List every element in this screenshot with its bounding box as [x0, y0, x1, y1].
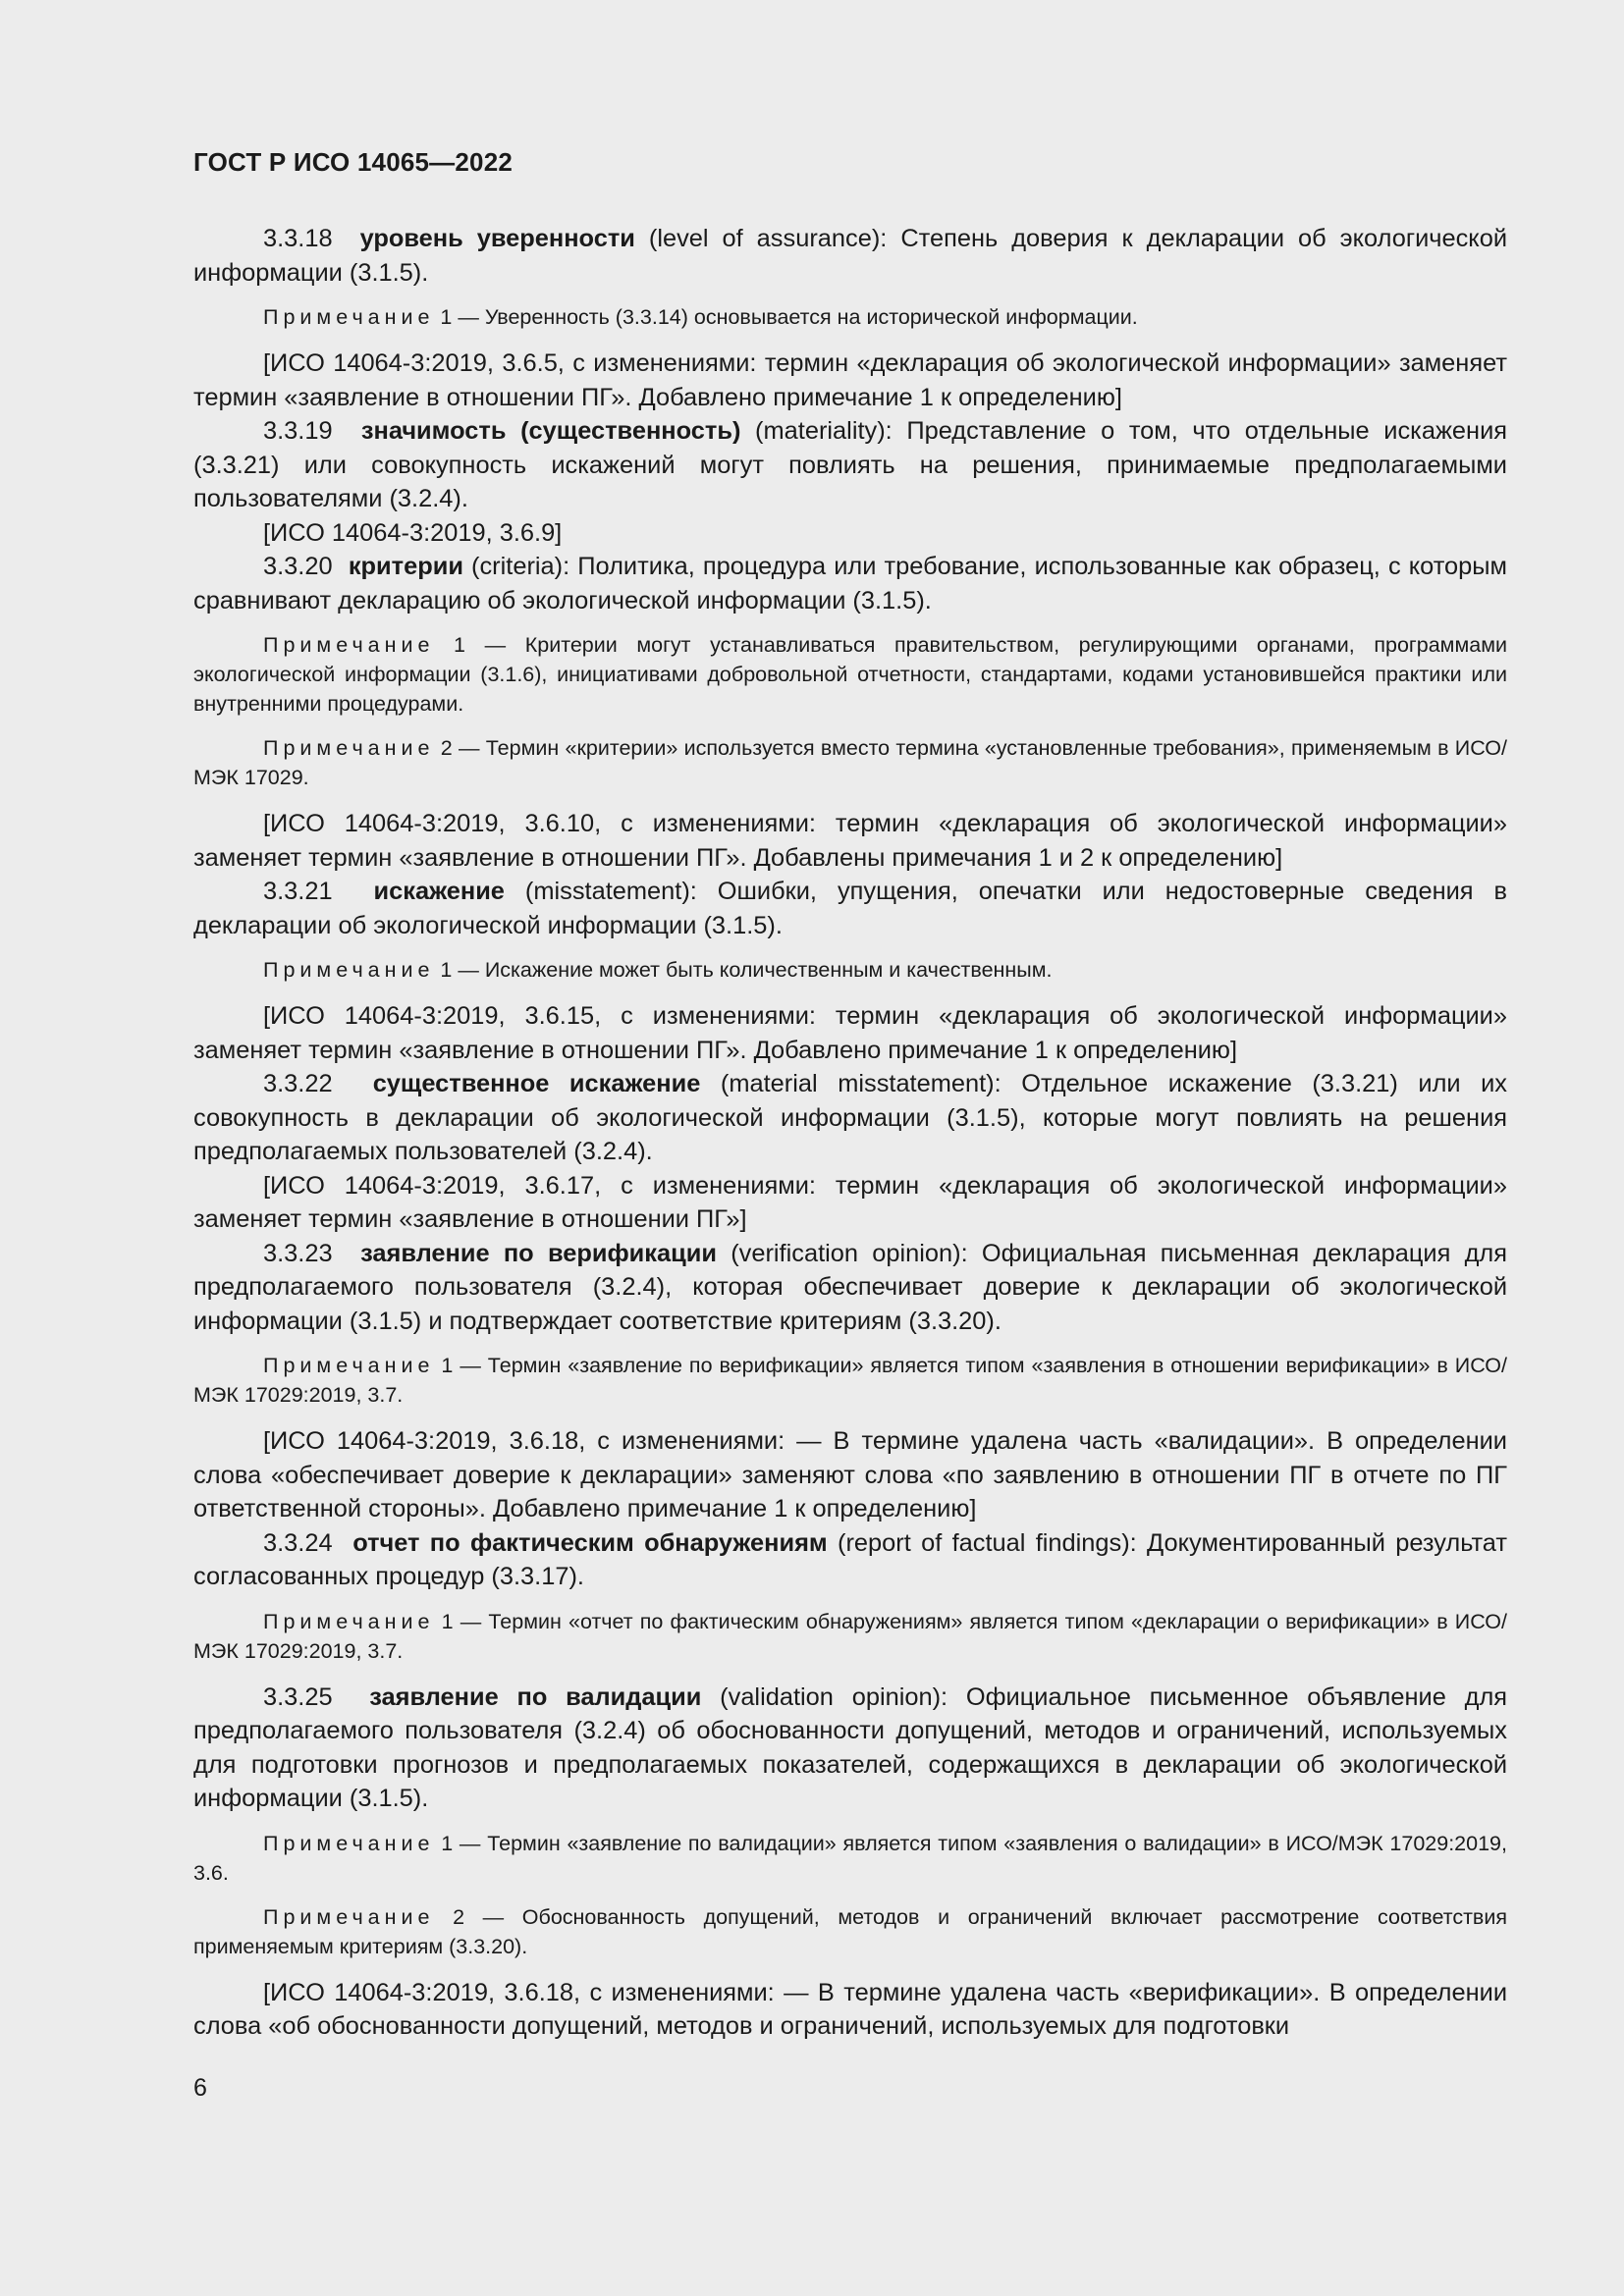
source-reference: [ИСО 14064-3:2019, 3.6.15, с изменениями: термин «декларация об экологической информации» заменяет термин «заявление в отношении ПГ». Добавлено примечание 1 к определению]	[193, 1002, 1507, 1064]
note-text: 1 — Искажение может быть количественным и качественным.	[434, 958, 1053, 982]
term-name: критерии	[348, 553, 463, 580]
term-name: существенное искажение	[372, 1070, 701, 1097]
definition-paragraph	[193, 414, 1507, 516]
note-paragraph	[193, 733, 1507, 792]
term-number: 3.3.20	[263, 553, 333, 580]
note-text: 1 — Термин «отчет по фактическим обнаружениям» является типом «декларации о верификации» в ИСО/МЭК 17029:2019, 3.7.	[193, 1609, 1507, 1663]
note-label: Примечание	[263, 633, 435, 657]
note-text: 2 — Термин «критерии» используется вместо термина «установленные требования», применяемым в ИСО/МЭК 17029.	[193, 736, 1507, 789]
term-definition: (material misstatement): Отдельное искажение (3.3.21) или их совокупность в декларации об экологической информации (3.1.5), которые могут повлиять на решения предполагаемых пользователей (3.2.4).	[193, 1070, 1507, 1165]
term-number: 3.3.21	[263, 878, 333, 905]
term-name: значимость (существенность)	[360, 417, 741, 445]
definition-paragraph	[193, 222, 1507, 290]
term-definition: (report of factual findings): Документированный результат согласованных процедур (3.3.17).	[193, 1528, 1507, 1590]
source-reference: [ИСО 14064-3:2019, 3.6.18, с изменениями: — В термине удалена часть «валидации». В определении слова «обеспечивает доверие к декларации» заменяют слова «по заявлению в отношении ПГ в отчете по ПГ ответственной стороны». Добавлено примечание 1 к определению]	[193, 1427, 1507, 1522]
note-paragraph	[193, 1902, 1507, 1961]
source-reference: [ИСО 14064-3:2019, 3.6.10, с изменениями: термин «декларация об экологической информации» заменяет термин «заявление в отношении ПГ». Добавлены примечания 1 и 2 к определению]	[193, 810, 1507, 872]
term-definition: (validation opinion): Официальное письменное объявление для предполагаемого пользователя (3.2.4) об обоснованности допущений, методов и ограничений, используемых для подготовки прогнозов и предполагаемых показателей, содержащихся в декларации об экологической информации (3.1.5).	[193, 1682, 1508, 1812]
definition-paragraph	[193, 1681, 1507, 1816]
document-body	[193, 222, 1507, 2044]
note-label: Примечание	[263, 1609, 435, 1633]
note-paragraph	[193, 1351, 1507, 1410]
note-label: Примечание	[263, 1831, 435, 1855]
note-label: Примечание	[263, 1354, 435, 1377]
note-text: 1 — Уверенность (3.3.14) основывается на исторической информации.	[434, 305, 1138, 329]
definition-paragraph	[193, 1237, 1507, 1339]
definition-paragraph	[193, 1526, 1507, 1594]
term-number: 3.3.22	[263, 1070, 333, 1097]
document-header: ГОСТ Р ИСО 14065—2022	[193, 147, 514, 177]
term-definition: (criteria): Политика, процедура или требование, использованные как образец, с которым сравнивают декларацию об экологической информации (3.1.5).	[193, 553, 1507, 614]
note-paragraph	[193, 1829, 1507, 1888]
note-label: Примечание	[263, 736, 435, 760]
source-reference: [ИСО 14064-3:2019, 3.6.5, с изменениями: термин «декларация об экологической информации» заменяет термин «заявление в отношении ПГ». Добавлено примечание 1 к определению]	[193, 349, 1507, 411]
definition-paragraph	[193, 550, 1507, 617]
source-reference: [ИСО 14064-3:2019, 3.6.17, с изменениями: термин «декларация об экологической информации» заменяет термин «заявление в отношении ПГ»]	[193, 1171, 1507, 1233]
term-name: заявление по верификации	[360, 1239, 717, 1267]
note-paragraph	[193, 302, 1507, 332]
note-text: 1 — Термин «заявление по верификации» является типом «заявления в отношении верификации» в ИСО/МЭК 17029:2019, 3.7.	[193, 1354, 1507, 1407]
term-number: 3.3.19	[263, 417, 333, 445]
note-text: 1 — Термин «заявление по валидации» является типом «заявления о валидации» в ИСО/МЭК 17029:2019, 3.6.	[193, 1831, 1507, 1885]
term-number: 3.3.18	[263, 225, 333, 252]
term-definition: (misstatement): Ошибки, упущения, опечатки или недостоверные сведения в декларации об экологической информации (3.1.5).	[193, 878, 1507, 939]
term-name: заявление по валидации	[369, 1682, 702, 1711]
term-name: уровень уверенности	[359, 225, 635, 252]
term-definition: (verification opinion): Официальная письменная декларация для предполагаемого пользователя (3.2.4), которая обеспечивает доверие к декларации об экологической информации (3.1.5) и подтверждает соответствие критериям (3.3.20).	[193, 1239, 1507, 1335]
note-label: Примечание	[263, 958, 435, 982]
note-label: Примечание	[263, 305, 435, 329]
note-label: Примечание	[263, 1904, 435, 1929]
note-text: 2 — Обоснованность допущений, методов и ограничений включает рассмотрение соответствия применяемым критериям (3.3.20).	[193, 1904, 1507, 1958]
term-number: 3.3.25	[263, 1682, 333, 1711]
note-paragraph	[193, 1607, 1507, 1666]
source-reference: [ИСО 14064-3:2019, 3.6.9]	[263, 518, 563, 547]
term-name: искажение	[373, 878, 505, 905]
source-reference: [ИСО 14064-3:2019, 3.6.18, с изменениями: — В термине удалена часть «верификации». В определении слова «об обоснованности допущений, методов и ограничений, используемых для подготовки	[193, 1978, 1507, 2040]
definition-paragraph	[193, 1067, 1507, 1169]
term-number: 3.3.24	[263, 1528, 333, 1557]
term-number: 3.3.23	[263, 1239, 333, 1267]
note-paragraph	[193, 955, 1507, 985]
note-text: 1 — Критерии могут устанавливаться правительством, регулирующими органами, программами экологической информации (3.1.6), инициативами добровольной отчетности, стандартами, кодами установившейся практики или внутренними процедурами.	[193, 633, 1507, 716]
note-paragraph	[193, 630, 1507, 719]
term-name: отчет по фактическим обнаружениям	[352, 1528, 828, 1557]
definition-paragraph	[193, 875, 1507, 942]
page-number: 6	[193, 2074, 207, 2102]
term-definition: (materiality): Представление о том, что отдельные искажения (3.3.21) или совокупность искажений могут повлиять на решения, принимаемые предполагаемыми пользователями (3.2.4).	[193, 417, 1508, 512]
term-definition: (level of assurance): Степень доверия к декларации об экологической информации (3.1.5).	[193, 225, 1508, 287]
